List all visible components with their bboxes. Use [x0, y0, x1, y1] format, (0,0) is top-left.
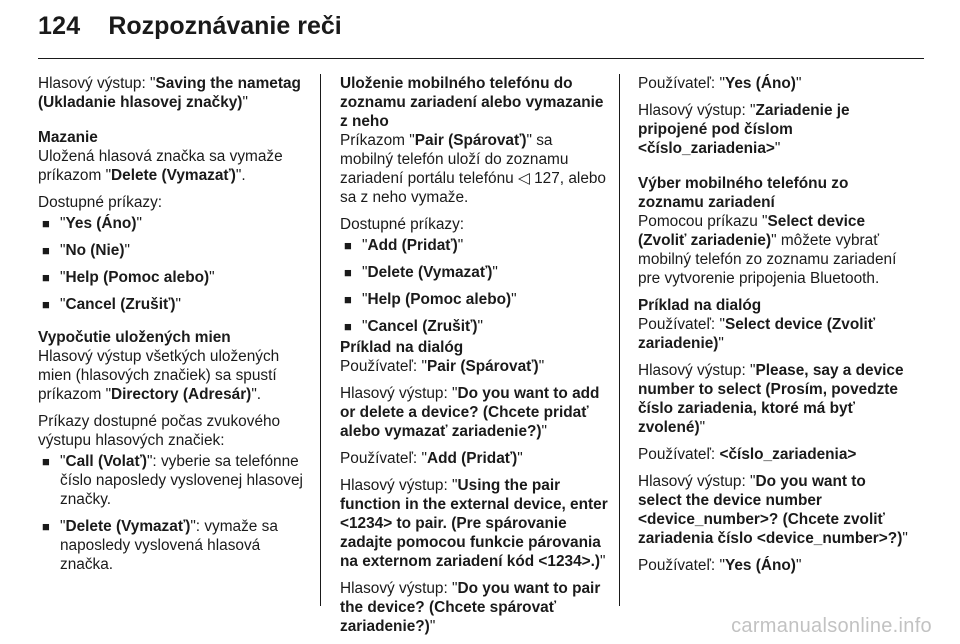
dialog-line: Hlasový výstup: "Do you want to select the device number <device_number>? (Chcete zvoliť zariadenia číslo <device_number>?)" [638, 473, 908, 547]
page-header [38, 12, 342, 52]
section-heading-vyber: Výber mobilného telefónu zo zoznamu zariadení [638, 175, 849, 211]
bullet-icon: ■ [344, 292, 352, 307]
commands-label: Dostupné príkazy: [38, 194, 163, 211]
chapter-title: Rozpoznávanie reči [108, 12, 342, 40]
bullet-icon: ■ [344, 319, 352, 334]
list-item: ■ "No (Nie)" [42, 242, 130, 259]
bullet-icon: ■ [42, 216, 50, 231]
bullet-icon: ■ [344, 238, 352, 253]
header-rule [38, 58, 924, 59]
dialog-line: Používateľ: "Yes (Áno)" [638, 557, 802, 574]
list-item: ■ "Help (Pomoc alebo)" [42, 269, 215, 286]
paragraph-vyber: Pomocou príkazu "Select device (Zvoliť zariadenie)" môžete vybrať mobilný telefón zo zoznamu zariadení pre vytvorenie pripojenia Bluetooth. [638, 213, 897, 287]
commands-label-2: Príkazy dostupné počas zvukového výstupu hlasových značiek: [38, 413, 281, 449]
section-heading-vypocutie: Vypočutie uložených mien [38, 329, 231, 346]
dialog-line: Hlasový výstup: "Please, say a device number to select (Prosím, povedzte číslo zariadenia, ktoré má byť zvolené)" [638, 362, 904, 436]
dialog-line: Používateľ: "Select device (Zvoliť zariadenie)" [638, 316, 876, 352]
section-heading-priklad: Príklad na dialóg [638, 297, 762, 314]
column-divider-1 [320, 74, 321, 606]
bullet-icon: ■ [42, 519, 50, 534]
paragraph-ulozenie: Príkazom "Pair (Spárovať)" sa mobilný telefón uloží do zoznamu zariadení portálu telefónu ◁ 127, alebo sa z neho vymaže. [340, 132, 606, 206]
paragraph-voice-output: Hlasový výstup: "Saving the nametag (Ukladanie hlasovej značky)" [38, 75, 301, 111]
paragraph-mazanie: Uložená hlasová značka sa vymaže príkazom "Delete (Vymazať)". [38, 148, 283, 184]
command-list-1 [38, 214, 306, 314]
section-heading-mazanie: Mazanie [38, 129, 98, 146]
dialog-line: Používateľ: "Pair (Spárovať)" [340, 358, 545, 375]
dialog-line: Používateľ: "Yes (Áno)" [638, 75, 802, 92]
paragraph-vypocutie: Hlasový výstup všetkých uložených mien (hlasových značiek) sa spustí príkazom "Directory (Adresár)". [38, 348, 280, 403]
list-item: ■ "Yes (Áno)" [42, 215, 142, 232]
list-item: ■ "Call (Volať)": vyberie sa telefónne číslo naposledy vyslovenej hlasovej značky. [42, 453, 303, 508]
section-heading-ulozenie: Uloženie mobilného telefónu do zoznamu zariadení alebo vymazanie z neho [340, 75, 604, 130]
page-number: 124 [38, 12, 81, 40]
commands-label: Dostupné príkazy: [340, 216, 465, 233]
dialog-line: Hlasový výstup: "Do you want to add or delete a device? (Chcete pridať alebo vymazať zariadenie?)" [340, 385, 600, 440]
column-divider-2 [619, 74, 620, 606]
list-item: ■ "Add (Pridať)" [344, 237, 464, 254]
list-item: ■ "Cancel (Zrušiť)" [42, 296, 181, 313]
page-reference-icon: ◁ [517, 170, 530, 187]
bullet-icon: ■ [42, 454, 50, 469]
bullet-icon: ■ [42, 297, 50, 312]
bullet-icon: ■ [344, 265, 352, 280]
bullet-icon: ■ [42, 243, 50, 258]
dialog-line: Používateľ: "Add (Pridať)" [340, 450, 523, 467]
command-list-2 [38, 452, 306, 574]
column-2 [340, 74, 608, 644]
dialog-line: Používateľ: <číslo_zariadenia> [638, 446, 857, 463]
section-heading-priklad: Príklad na dialóg [340, 339, 464, 356]
bullet-icon: ■ [42, 270, 50, 285]
list-item: ■ "Cancel (Zrušiť)" [344, 318, 483, 335]
dialog-line: Hlasový výstup: "Do you want to pair the device? (Chcete spárovať zariadenie?)" [340, 580, 601, 635]
list-item: ■ "Help (Pomoc alebo)" [344, 291, 517, 308]
list-item: ■ "Delete (Vymazať)" [344, 264, 498, 281]
list-item: ■ "Delete (Vymazať)": vymaže sa naposledy vyslovená hlasová značka. [42, 518, 278, 573]
command-list-3 [340, 236, 608, 336]
watermark: carmanualsonline.info [731, 615, 932, 637]
dialog-line: Hlasový výstup: "Using the pair function in the external device, enter <1234> to pair. (Pre spárovanie zadajte pomocou funkcie párovania na externom zariadení kód <1234>.)" [340, 477, 608, 570]
column-3 [638, 74, 908, 583]
column-1 [38, 74, 306, 582]
dialog-line: Hlasový výstup: "Zariadenie je pripojené pod číslom <číslo_zariadenia>" [638, 102, 850, 157]
